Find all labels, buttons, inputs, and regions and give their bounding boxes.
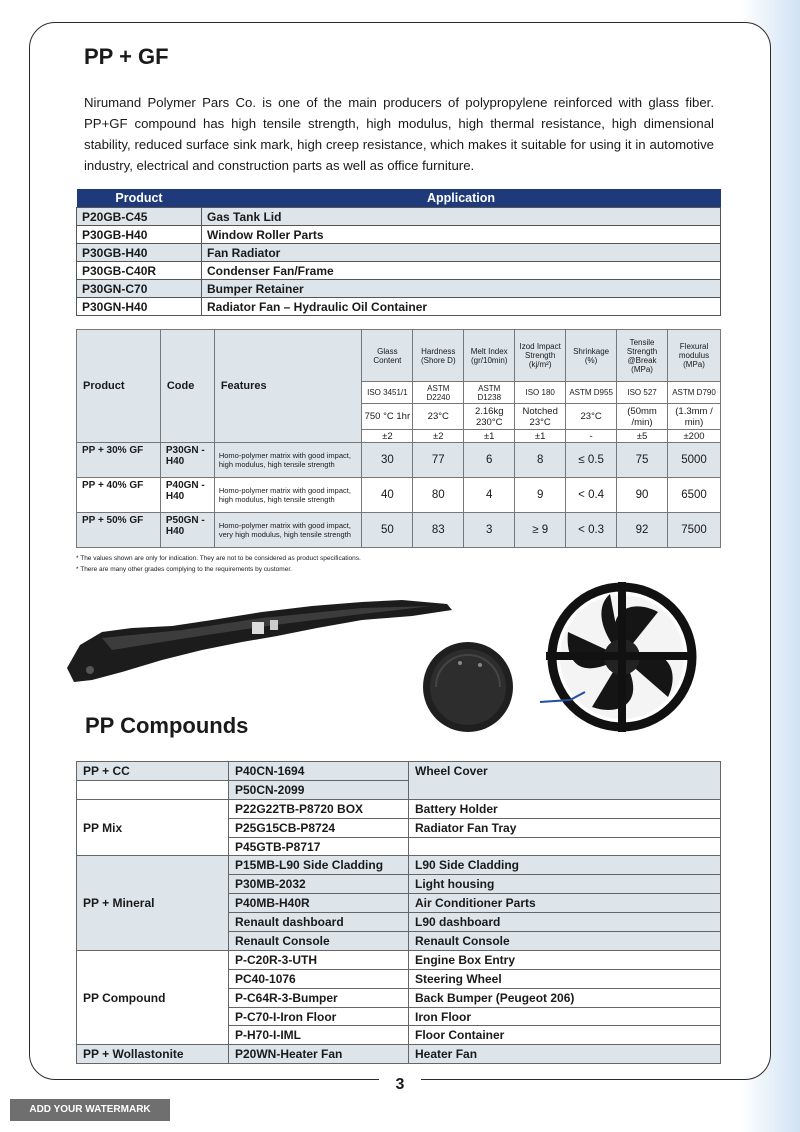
- table-row: [77, 208, 721, 226]
- application-cell: Fan Radiator: [202, 244, 721, 262]
- property-name: Melt Index (gr/10min): [464, 330, 515, 382]
- product-cell: P30GN-H40: [77, 298, 202, 316]
- footnote: * There are many other grades complying to the requirements by customer.: [76, 566, 292, 573]
- property-name: Hardness (Shore D): [413, 330, 464, 382]
- spec-code: P50GN -H40: [160, 513, 214, 548]
- product-cell: P30GB-H40: [77, 244, 202, 262]
- table-row: [77, 950, 721, 969]
- property-name: Shrinkage (%): [566, 330, 617, 382]
- tolerance: ±5: [617, 430, 668, 443]
- bumper-retainer-image: [62, 590, 457, 690]
- product-cell: P30GB-H40: [77, 226, 202, 244]
- grade-code: Renault dashboard: [229, 913, 409, 932]
- spec-product: PP + 50% GF: [77, 513, 161, 548]
- test-condition: 23°C: [413, 404, 464, 430]
- specification-table: [76, 329, 721, 548]
- grade-code: P15MB-L90 Side Cladding: [229, 856, 409, 875]
- tolerance: ±200: [668, 430, 721, 443]
- application-cell: Air Conditioner Parts: [409, 894, 721, 913]
- spec-code: P40GN -H40: [160, 478, 214, 513]
- spec-value: 9: [515, 478, 566, 513]
- spec-header-features: Features: [214, 330, 362, 443]
- application-cell: Iron Floor: [409, 1007, 721, 1026]
- product-cell: P20GB-C45: [77, 208, 202, 226]
- table-row: [77, 226, 721, 244]
- spec-value: 6: [464, 443, 515, 478]
- spec-value: 90: [617, 478, 668, 513]
- spec-value: < 0.3: [566, 513, 617, 548]
- application-cell: Light housing: [409, 875, 721, 894]
- grade-code: P30MB-2032: [229, 875, 409, 894]
- product-cell: P30GB-C40R: [77, 262, 202, 280]
- radiator-fan-image: [540, 572, 700, 747]
- grade-code: P45GTB-P8717: [229, 837, 409, 856]
- test-condition: Notched 23°C: [515, 404, 566, 430]
- application-cell: Floor Container: [409, 1026, 721, 1045]
- intro-paragraph: Nirumand Polymer Pars Co. is one of the main producers of polypropylene reinforced with glass fiber. PP+GF compound has high tensile strength, high modulus, high thermal resistance, high dimensional stability, reduced surface sink mark, high creep resistance, which makes it suitable for using it in automotive industry, electrical and construction parts as well as office furniture.: [84, 95, 714, 173]
- property-name: Flexural modulus (MPa): [668, 330, 721, 382]
- test-method: ASTM D955: [566, 382, 617, 404]
- spec-value: ≥ 9: [515, 513, 566, 548]
- spec-value: 8: [515, 443, 566, 478]
- test-method: ASTM D1238: [464, 382, 515, 404]
- spec-value: 6500: [668, 478, 721, 513]
- spec-features: Homo-polymer matrix with good impact, high modulus, high tensile strength: [214, 443, 362, 478]
- group-label: PP Compound: [77, 950, 229, 1044]
- group-label: PP + Wollastonite: [77, 1045, 229, 1064]
- property-name: Izod Impact Strength (kj/m²): [515, 330, 566, 382]
- grade-code: P-C20R-3-UTH: [229, 950, 409, 969]
- test-condition: 23°C: [566, 404, 617, 430]
- watermark-badge: ADD YOUR WATERMARK: [10, 1099, 170, 1121]
- test-condition: (50mm /min): [617, 404, 668, 430]
- spec-value: 7500: [668, 513, 721, 548]
- application-cell: Steering Wheel: [409, 969, 721, 988]
- grade-code: P40CN-1694: [229, 762, 409, 781]
- section-title-pp-gf: PP + GF: [84, 44, 169, 69]
- product-cell: P30GN-C70: [77, 280, 202, 298]
- application-cell: Condenser Fan/Frame: [202, 262, 721, 280]
- spec-product: PP + 30% GF: [77, 443, 161, 478]
- header-application: Application: [202, 189, 721, 208]
- spec-features: Homo-polymer matrix with good impact, high modulus, high tensile strength: [214, 478, 362, 513]
- table-row: [77, 513, 721, 548]
- tolerance: ±1: [464, 430, 515, 443]
- table-row: [77, 244, 721, 262]
- grade-code: P50CN-2099: [229, 780, 409, 799]
- table-row: [77, 856, 721, 875]
- application-cell: L90 dashboard: [409, 913, 721, 932]
- spec-value: 30: [362, 443, 413, 478]
- property-name: Glass Content: [362, 330, 413, 382]
- spec-value: 4: [464, 478, 515, 513]
- footnotes: [76, 553, 361, 575]
- application-cell: Wheel Cover: [409, 762, 721, 800]
- grade-code: P40MB-H40R: [229, 894, 409, 913]
- section-title-pp-compounds: PP Compounds: [85, 713, 249, 738]
- spec-value: ≤ 0.5: [566, 443, 617, 478]
- grade-code: P-H70-I-IML: [229, 1026, 409, 1045]
- application-cell: Radiator Fan Tray: [409, 818, 721, 837]
- table-row: [77, 478, 721, 513]
- spec-value: 40: [362, 478, 413, 513]
- grade-code: P-C70-I-Iron Floor: [229, 1007, 409, 1026]
- test-method: ASTM D790: [668, 382, 721, 404]
- table-row: [77, 280, 721, 298]
- application-cell: Gas Tank Lid: [202, 208, 721, 226]
- spec-header-code: Code: [160, 330, 214, 443]
- tolerance: ±2: [413, 430, 464, 443]
- tolerance: ±1: [515, 430, 566, 443]
- spec-value: 50: [362, 513, 413, 548]
- table-row: [77, 298, 721, 316]
- application-cell: Radiator Fan – Hydraulic Oil Container: [202, 298, 721, 316]
- spec-header-product: Product: [77, 330, 161, 443]
- spec-value: 3: [464, 513, 515, 548]
- page-number: 3: [379, 1071, 421, 1099]
- group-label: PP + CC: [77, 762, 229, 781]
- table-row: [77, 1045, 721, 1064]
- application-cell: Heater Fan: [409, 1045, 721, 1064]
- header-product: Product: [77, 189, 202, 208]
- application-cell: Window Roller Parts: [202, 226, 721, 244]
- compounds-table: [76, 761, 721, 1064]
- spec-value: 77: [413, 443, 464, 478]
- grade-code: P22G22TB-P8720 BOX: [229, 799, 409, 818]
- spec-value: 92: [617, 513, 668, 548]
- gas-tank-lid-image: [418, 635, 518, 735]
- application-cell: Battery Holder: [409, 799, 721, 818]
- application-cell: Renault Console: [409, 932, 721, 951]
- spec-features: Homo-polymer matrix with good impact, very high modulus, high tensile strength: [214, 513, 362, 548]
- test-method: ISO 3451/1: [362, 382, 413, 404]
- grade-code: P20WN-Heater Fan: [229, 1045, 409, 1064]
- application-cell: Back Bumper (Peugeot 206): [409, 988, 721, 1007]
- group-label: PP Mix: [77, 799, 229, 856]
- footnote: * The values shown are only for indication. They are not to be considered as product specifications.: [76, 555, 361, 562]
- test-method: ISO 527: [617, 382, 668, 404]
- tolerance: -: [566, 430, 617, 443]
- table-row: [77, 799, 721, 818]
- test-condition: (1.3mm / min): [668, 404, 721, 430]
- spec-value: 75: [617, 443, 668, 478]
- spec-value: 80: [413, 478, 464, 513]
- application-cell: [409, 837, 721, 856]
- application-table: [76, 189, 721, 316]
- tolerance: ±2: [362, 430, 413, 443]
- grade-code: P-C64R-3-Bumper: [229, 988, 409, 1007]
- test-method: ASTM D2240: [413, 382, 464, 404]
- test-condition: 750 °C 1hr: [362, 404, 413, 430]
- grade-code: P25G15CB-P8724: [229, 818, 409, 837]
- application-cell: Engine Box Entry: [409, 950, 721, 969]
- spec-value: 5000: [668, 443, 721, 478]
- test-condition: 2.16kg 230°C: [464, 404, 515, 430]
- table-row: [77, 443, 721, 478]
- property-name: Tensile Strength @Break (MPa): [617, 330, 668, 382]
- spec-value: < 0.4: [566, 478, 617, 513]
- grade-code: PC40-1076: [229, 969, 409, 988]
- application-cell: Bumper Retainer: [202, 280, 721, 298]
- spec-value: 83: [413, 513, 464, 548]
- application-cell: L90 Side Cladding: [409, 856, 721, 875]
- grade-code: Renault Console: [229, 932, 409, 951]
- group-label: PP + Mineral: [77, 856, 229, 950]
- spec-code: P30GN -H40: [160, 443, 214, 478]
- spec-product: PP + 40% GF: [77, 478, 161, 513]
- table-row: [77, 262, 721, 280]
- test-method: ISO 180: [515, 382, 566, 404]
- table-row: [77, 762, 721, 781]
